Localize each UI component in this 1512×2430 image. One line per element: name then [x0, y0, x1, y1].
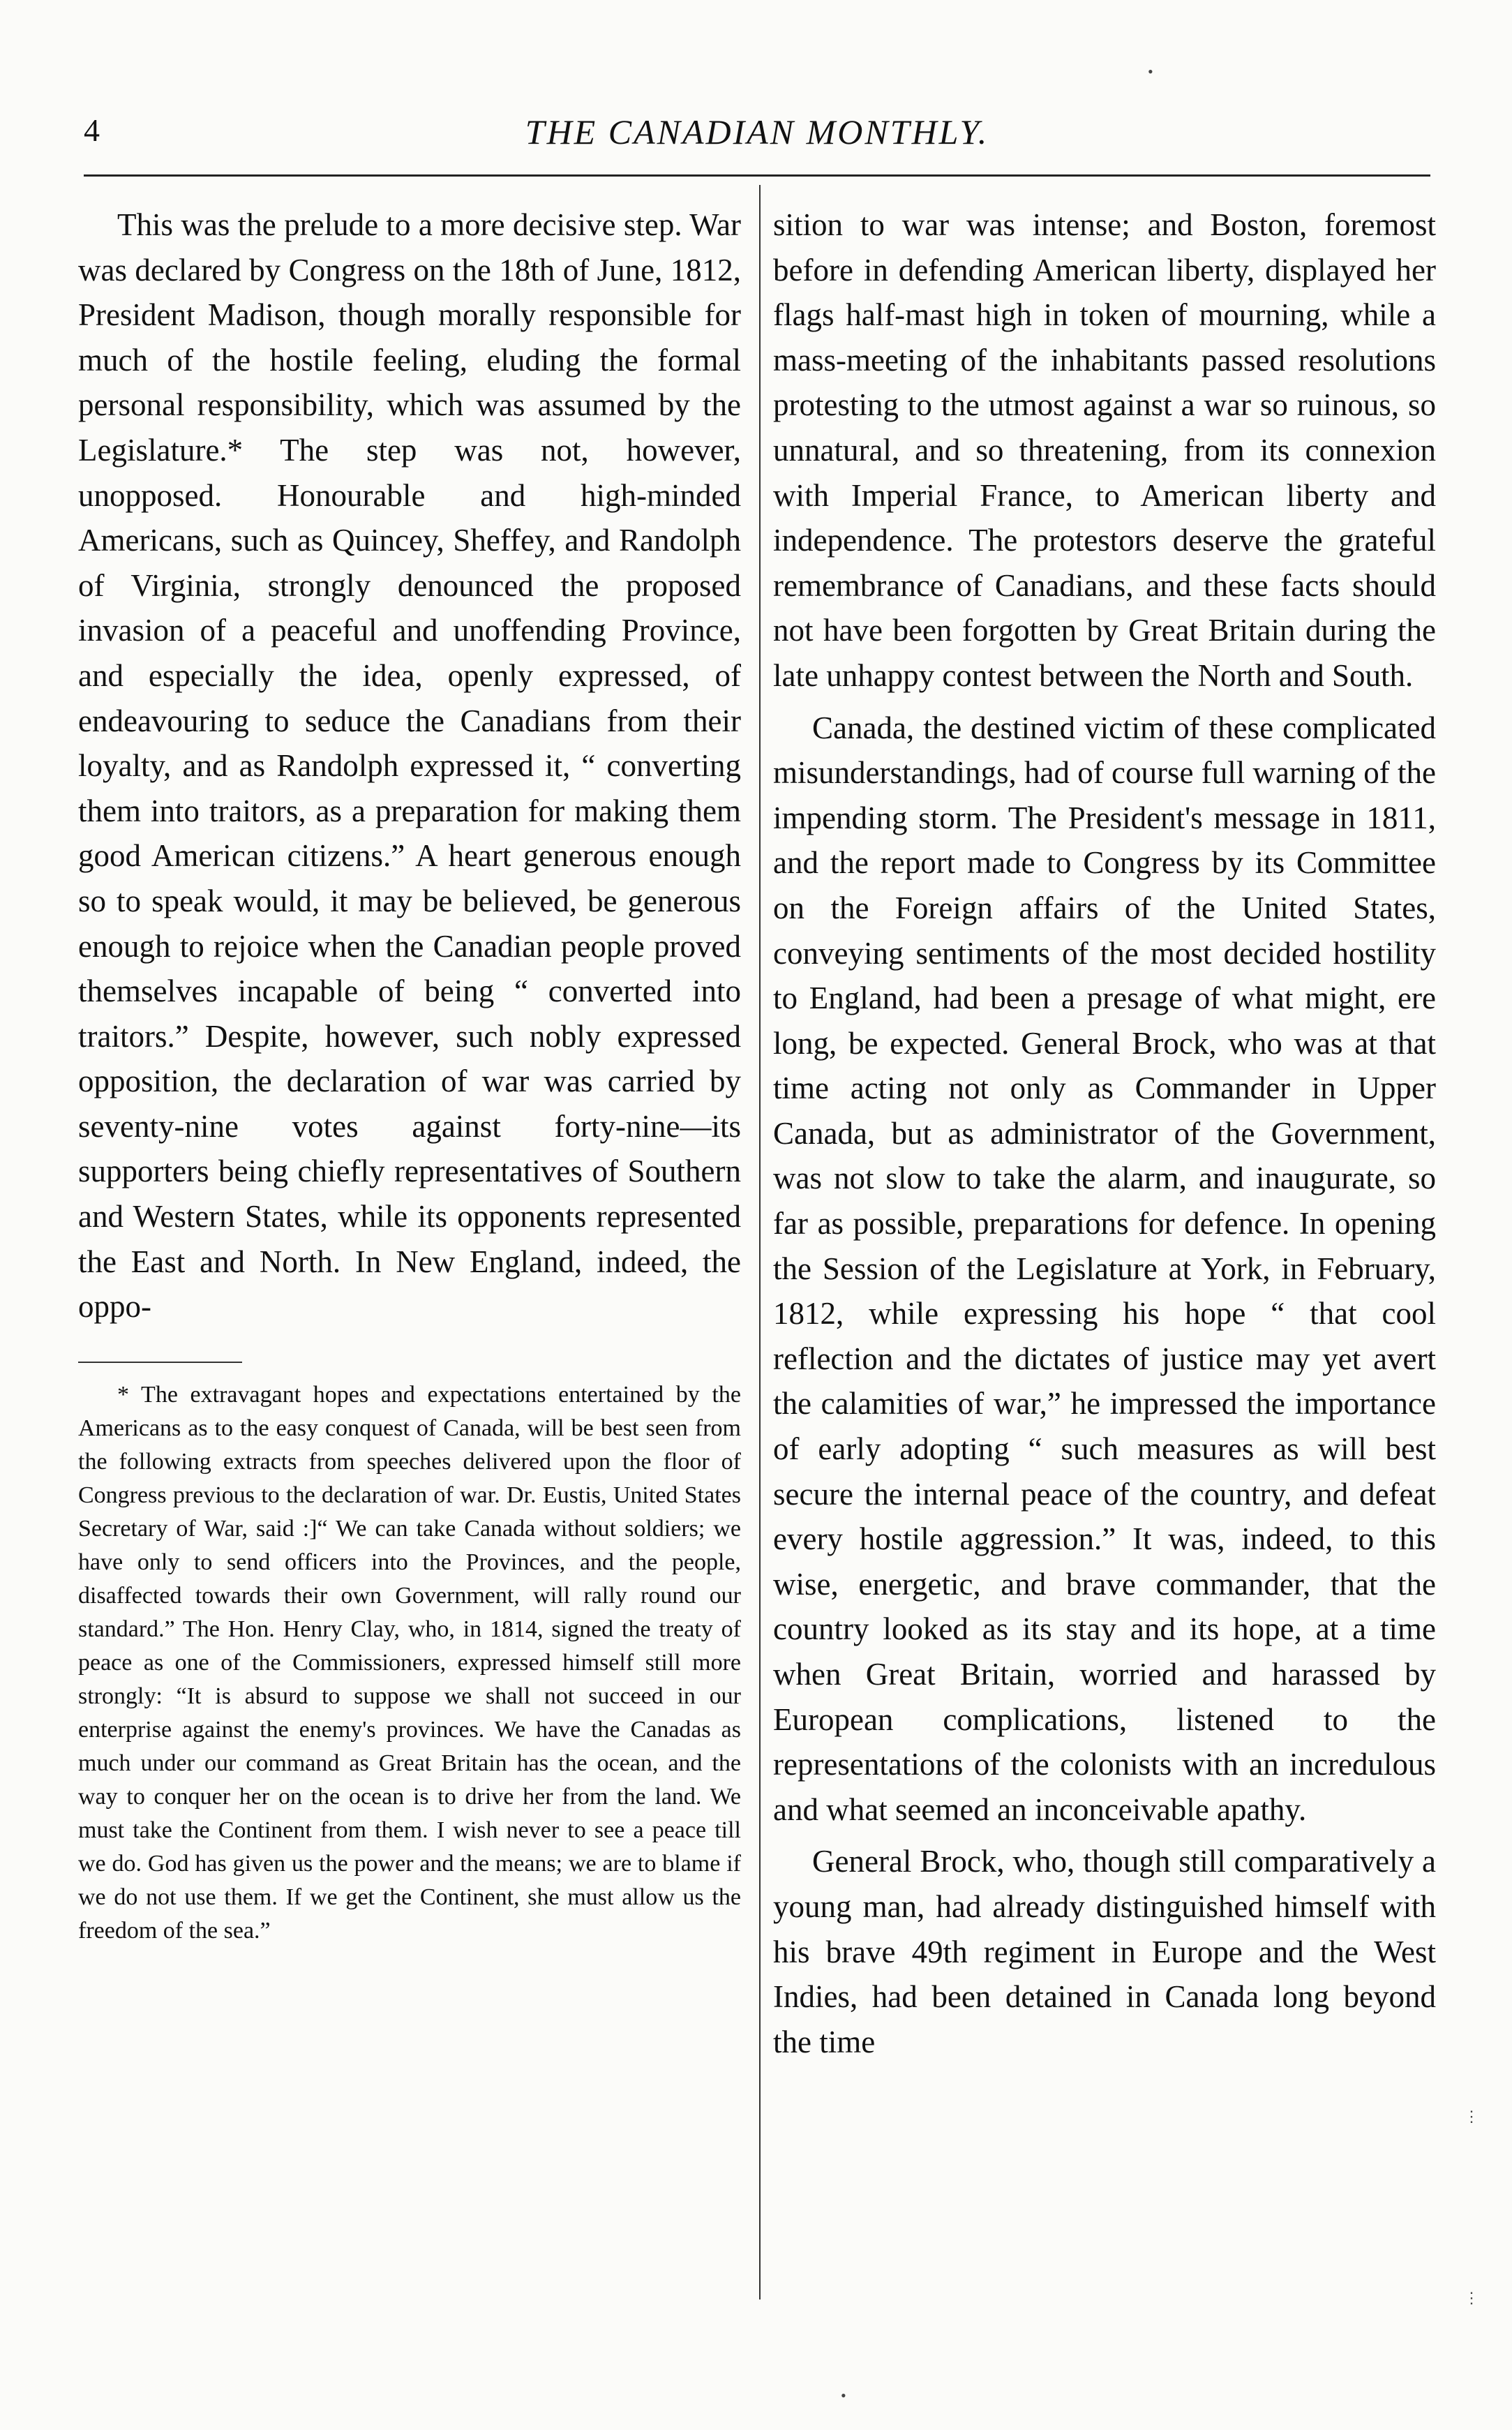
print-speck: ⋮ — [1464, 2108, 1479, 2125]
header-rule — [84, 174, 1430, 177]
print-speck: ⋮ — [1464, 2289, 1479, 2306]
body-paragraph: General Brock, who, though still comparatively a young man, had already distinguished himself with his brave 49th regiment in Europe and the West Indies, had been detained in Canada long beyond the time — [773, 1844, 1436, 2059]
footnote: * The extravagant hopes and expectations entertained by the Americans as to the easy conquest of Canada, will be best seen from the following extracts from speeches delivered upon the floor of Congress previous to the declaration of war. Dr. Eustis, United States Secretary of War, said :]“ We can take Canada without soldiers; we have only to send officers into the Provinces, and the people, disaffected towards their own Government, will rally round our standard.” The Hon. Henry Clay, who, in 1814, signed the treaty of peace as one of the Commissioners, expressed himself still more strongly: “It is absurd to suppose we shall not succeed in our enterprise against the enemy's provinces. We have the Canadas as much under our command as Great Britain has the ocean, and the way to conquer her on the ocean is to drive her from the land. We must take the Continent from them. I wish never to see a peace till we do. God has given us the power and the means; we are to blame if we do not use them. If we get the Continent, she must allow us the freedom of the sea.” — [78, 1381, 741, 1944]
column-divider — [759, 185, 761, 2299]
running-header — [84, 112, 1430, 161]
running-title: THE CANADIAN MONTHLY. — [525, 112, 989, 151]
body-paragraph: Canada, the destined victim of these complicated misunderstandings, had of course full warning of the impending storm. The President's message in 1811, and the report made to Congress by its Committee on the Foreign affairs of the United States, conveying sentiments of the most decided hostility to England, had been a presage of what might, ere long, be expected. General Brock, who was at that time acting not only as Commander in Upper Canada, but as administrator of the Government, was not slow to take the alarm, and inaugurate, so far as possible, preparations for defence. In opening the Session of the Legislature at York, in February, 1812, while expressing his hope “ that cool reflection and the dictates of justice may yet avert the calamities of war,” he impressed the importance of early adopting “ such measures as will best secure the internal peace of the country, and defeat every hostile aggression.” It was, indeed, to this wise, energetic, and brave commander, that the country looked as its stay and its hope, at a time when Great Britain, worried and harassed by European complications, listened to the representations of the colonists with an incredulous and what seemed an inconceivable apathy. — [773, 710, 1436, 1827]
body-paragraph: This was the prelude to a more decisive step. War was declared by Congress on the 18th of June, 1812, President Madison, though morally responsible for much of the hostile feeling, eluding the formal personal responsibility, which was assumed by the Legislature.* The step was not, however, unopposed. Honourable and high-minded Americans, such as Quincey, Sheffey, and Randolph of Virginia, strongly denounced the proposed invasion of a peaceful and unoffending Province, and especially the idea, openly expressed, of endeavouring to seduce the Canadians from their loyalty, and as Randolph expressed it, “ converting them into traitors, as a preparation for making them good American citizens.” A heart generous enough so to speak would, it may be believed, be generous enough to rejoice when the Canadian people proved themselves incapable of being “ converted into traitors.” Despite, however, such nobly expressed opposition, the declaration of war was carried by seventy-nine votes against forty-nine—its supporters being chiefly representatives of Southern and Western States, while its opponents represented the East and North. In New England, indeed, the oppo- — [78, 207, 741, 1325]
left-column — [78, 202, 741, 1948]
print-speck: • — [841, 2387, 846, 2404]
body-paragraph-continued: sition to war was intense; and Boston, foremost before in defending American liberty, displayed her flags half-mast high in token of mourning, while a mass-meeting of the inhabitants passed resolutions protesting to the utmost against a war so ruinous, so unnatural, and so threatening, from its connexion with Imperial France, to American liberty and independence. The protestors deserve the grateful remembrance of Canadians, and these facts should not have been forgotten by Great Britain during the late unhappy contest between the North and South. — [773, 207, 1436, 693]
right-column — [773, 202, 1436, 2064]
print-speck: • — [1148, 63, 1153, 80]
page-number: 4 — [84, 112, 100, 148]
footnote-rule — [78, 1362, 242, 1363]
